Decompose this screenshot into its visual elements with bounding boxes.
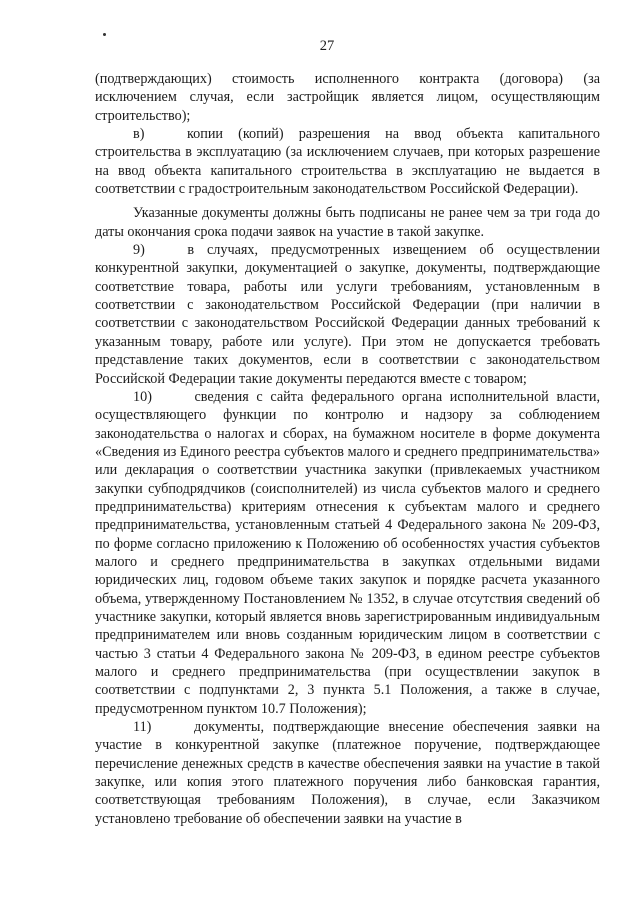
document-body (95, 70, 600, 828)
paragraph-item-10: 10) сведения с сайта федерального органа исполнительной власти, осуществляющего функции по контролю и надзору за соблюдением законодательства о налогах и сборах, на бумажном носителе в форме документа «Сведения из Единого реестра субъектов малого и среднего предпринимательства» или декларация о соответствии участника закупки (привлекаемых участником закупки субподрядчиков (соисполнителей) из числа субъектов малого и среднего предпринимательства) критериям отнесения к субъектам малого и среднего предпринимательства, установленным статьей 4 Федерального закона № 209-ФЗ, по форме согласно приложению к Положению об особенностях участия субъектов малого и среднего предпринимательства в закупках отдельными видами юридических лиц, годовом объеме таких закупок и порядке расчета указанного объема, утвержденному Постановлением № 1352, в случае отсутствия сведений об участнике закупки, который является вновь зарегистрированным индивидуальным предпринимателем или вновь созданным юридическим лицом в соответствии с частью 3 статьи 4 Федерального закона № 209-ФЗ, в едином реестре субъектов малого и среднего предпринимательства (при осуществлении закупок в соответствии с подпунктами 2, 3 пункта 5.1 Положения, а также в случае, предусмотренном пунктом 10.7 Положения); (95, 388, 600, 717)
paragraph-item-9: 9) в случаях, предусмотренных извещением об осуществлении конкурентной закупки, документацией о закупке, документы, подтверждающие соответствие товара, работы или услуги требованиям, установленным в соответствии с законодательством Российской Федерации (при наличии в соответствии с законодательством Российской Федерации данных требований к указанным товару, работе или услуге). При этом не допускается требовать представление таких документов, если в соответствии с законодательством Российской Федерации такие документы передаются вместе с товаром; (95, 242, 600, 387)
paragraph-signing-note: Указанные документы должны быть подписаны не ранее чем за три года до даты окончания срока подачи заявок на участие в такой закупке. (95, 205, 600, 240)
paragraph-item-11: 11) документы, подтверждающие внесение обеспечения заявки на участие в конкурентной закупке (платежное поручение, подтверждающее перечисление денежных средств в качестве обеспечения заявки на участие в такой закупке, или копия этого платежного поручения либо банковская гарантия, соответствующая требованиям Положения), в случае, если Заказчиком установлено требование об обеспечении заявки на участие в (95, 719, 600, 827)
paragraph-item-v: в) копии (копий) разрешения на ввод объекта капитального строительства в эксплуатацию (за исключением случаев, при которых разрешение на ввод объекта капитального строительства в эксплуатацию не выдается в соответствии с градостроительным законодательством Российской Федерации). (95, 126, 600, 198)
paragraph-continuation: (подтверждающих) стоимость исполненного контракта (договора) (за исключением случая, если застройщик является лицом, осуществляющим строительство); (95, 71, 600, 124)
page-number: 27 (319, 38, 335, 54)
scan-speck (103, 33, 106, 36)
